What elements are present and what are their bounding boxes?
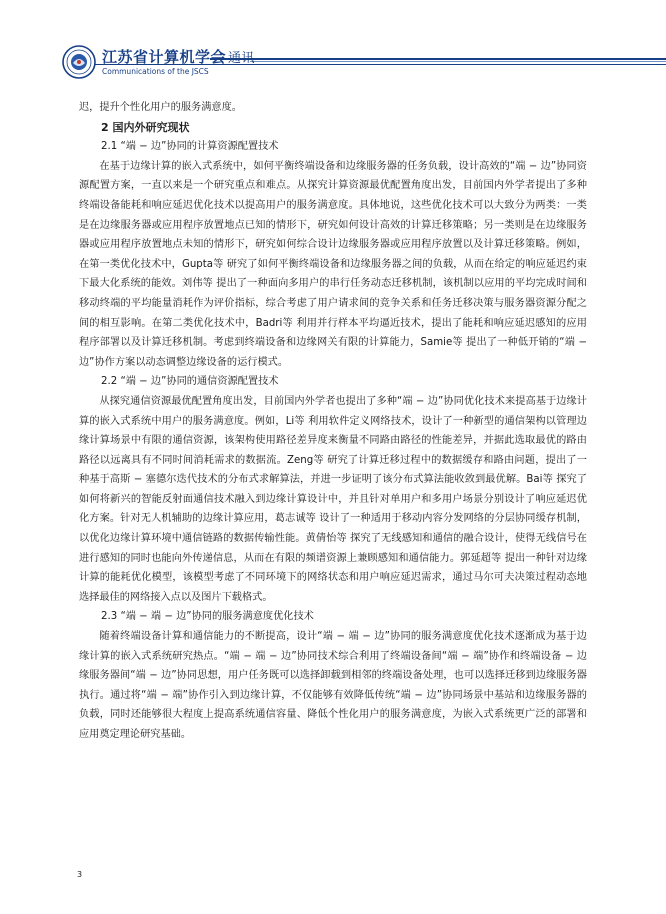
paragraph: 在基于边缘计算的嵌入式系统中，如何平衡终端设备和边缘服务器的任务负载，设计高效的“端 − 边”协同资源配置方案，一直以来是一个研究重点和难点。从探究计算资源最优配置角度出发，目前国内外学者提出了多种终端设备能耗和响应延迟优化技术以提高用户的服务满意度。具体地说，这些优化技术可以大致分为两类：一类是在边缘服务器或应用程序放置地点已知的情形下，研究如何设计高效的计算迁移策略；另一类则是在边缘服务器或应用程序放置地点未知的情形下，研究如何综合设计边缘服务器或应用程序放置以及计算迁移策略。例如，在第一类优化技术中，Gupta等 研究了如何平衡终端设备和边缘服务器之间的负载，从而在给定的响应延迟约束下最大化系统的能效。刘伟等 提出了一种面向多用户的串行任务动态迁移机制，该机制以应用的平均完成时间和移动终端的平均能量消耗作为评价指标，综合考虑了用户请求间的竞争关系和任务迁移决策与服务器资源分配之间的相互影响。在第二类优化技术中，Badri等 利用并行样本平均逼近技术，提出了能耗和响应延迟感知的应用程序部署以及计算迁移机制。考虑到终端设备和边缘网关有限的计算能力，Samie等 提出了一种低开销的“端 − 边”协作方案以动态调整边缘设备的运行模式。 [79,160,587,368]
subsection-heading: 2.2 “端 − 边”协同的通信资源配置技术 [101,376,279,388]
header-decoration [210,58,666,64]
article-body [79,98,587,745]
page-header [0,0,666,90]
paragraph: 迟，提升个性化用户的服务满意度。 [79,102,242,113]
paragraph: 随着终端设备计算和通信能力的不断提高，设计“端 − 端 − 边”协同的服务满意度优化技术逐渐成为基于边缘计算的嵌入式系统研究热点。“端 − 端 − 边”协同技术综合利用了终端设备间“端 − 端”协作和终端设备 − 边缘服务器间“端 − 边”协同思想，用户任务既可以选择卸载到相邻的终端设备处理，也可以选择迁移到边缘服务器执行。通过将“端 − 端”协作引入到边缘计算，不仅能够有效降低传统“端 − 边”协同场景中基站和边缘服务器的负载，同时还能够很大程度上提高系统通信容量、降低个性化用户的服务满意度，为嵌入式系统更广泛的部署和应用奠定理论研究基础。 [79,631,587,740]
page-number: 3 [77,870,83,879]
journal-title: 江苏省计算机学会 通讯 [102,48,256,66]
subsection-heading: 2.1 “端 − 边”协同的计算资源配置技术 [101,141,279,153]
jscs-seal-logo-icon [62,45,96,79]
section-heading: 2 国内外研究现状 [101,120,190,134]
paragraph: 从探究通信资源最优配置角度出发，目前国内外学者也提出了多种“端 − 边”协同优化技术来提高基于边缘计算的嵌入式系统中用户的服务满意度。例如，Li等 利用软件定义网络技术，设计了一种新型的通信架构以管理边缘计算场景中有限的通信资源，该架构使用路径差异度来衡量不同路由路径的性能差异，并据此选取最优的路由路径以远离具有不同时间消耗需求的数据流。Zeng等 研究了计算迁移过程中的数据缓存和路由问题，提出了一种基于高斯 − 塞德尔迭代技术的分布式求解算法，并进一步证明了该分布式算法能收敛到最优解。Bai等 探究了如何将新兴的智能反射面通信技术融入到边缘计算设计中，并且针对单用户和多用户场景分别设计了响应延迟优化方案。针对无人机辅助的边缘计算应用，葛志诚等 设计了一种适用于移动内容分发网络的分层协同缓存机制，以优化边缘计算环境中通信链路的数据传输性能。黄倩怡等 探究了无线感知和通信的融合设计，使得无线信号在进行感知的同时也能向外传递信息，从而在有限的频谱资源上兼顾感知和通信能力。郭延超等 提出一种针对边缘计算的能耗优化模型，该模型考虑了不同环境下的网络状态和用户响应延迟需求，通过马尔可夫决策过程动态地选择最佳的网络接入点以及图片下载格式。 [79,395,587,603]
subsection-heading: 2.3 “端 − 端 − 边”协同的服务满意度优化技术 [101,611,314,623]
journal-subtitle: Communications of the JSCS [102,67,209,76]
